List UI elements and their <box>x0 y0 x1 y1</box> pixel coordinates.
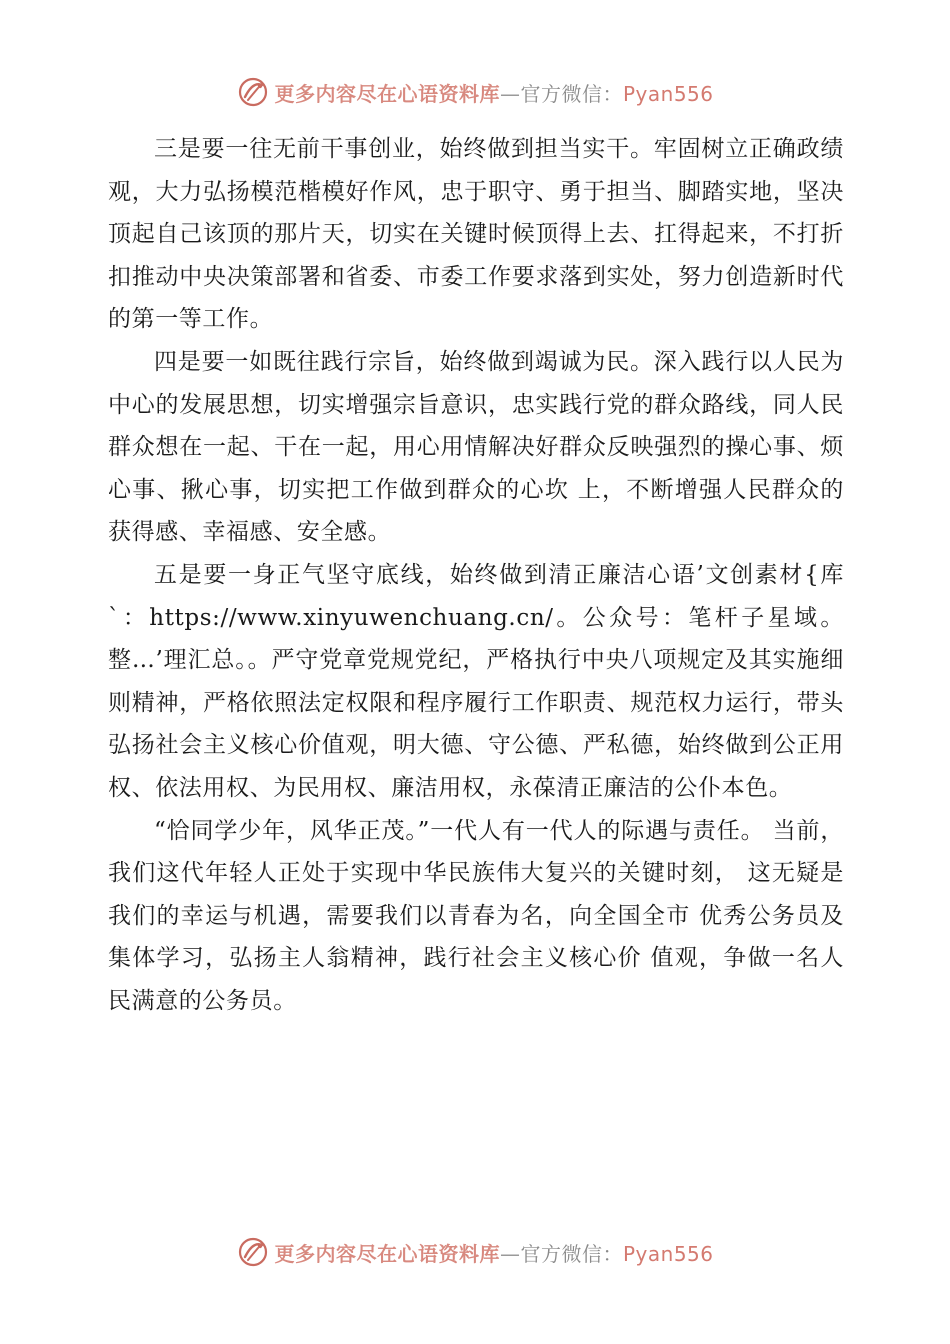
footer-wechat-label: 官方微信： <box>520 1241 623 1266</box>
footer-banner <box>0 1232 950 1272</box>
paragraph-2: 四是要一如既往践行宗旨，始终做到竭诚为民。深入践行以人民为中心的发展思想，切实增强宗旨意识，忠实践行党的群众路线，同人民群众想在一起、干在一起，用心用情解决好群众反映强烈的操心事、烦心事、揪心事，切实把工作做到群众的心坎 上，不断增强人民群众的获得感、幸福感、安全感。 <box>108 348 844 546</box>
paragraph-1: 三是要一往无前干事创业，始终做到担当实干。牢固树立正确政绩观，大力弘扬模范楷模好作风，忠于职守、勇于担当、脚踏实地，坚决顶起自己该顶的那片天，切实在关键时候顶得上去、扛得起来，不打折扣推动中央决策部署和省委、市委工作要求落到实处，努力创造新时代的第一等工作。 <box>108 136 844 333</box>
document-body <box>108 128 844 1022</box>
header-banner-text <box>274 78 713 107</box>
brand-logo-icon <box>236 75 270 109</box>
header-wechat-label: 官方微信： <box>520 81 623 106</box>
header-separator: — <box>499 81 521 106</box>
footer-separator: — <box>499 1241 521 1266</box>
footer-wechat-id: Pyan556 <box>622 1241 714 1266</box>
brand-logo-icon <box>236 1235 270 1269</box>
header-banner <box>0 72 950 112</box>
footer-banner-text <box>274 1238 713 1267</box>
paragraph-4: “恰同学少年，风华正茂。”一代人有一代人的际遇与责任。 当前，我们这代年轻人正处于实现中华民族伟大复兴的关键时刻， 这无疑是我们的幸运与机遇，需要我们以青春为名，向全国全市 优秀公务员及集体学习，弘扬主人翁精神，践行社会主义核心价 值观，争做一名人民满意的公务员。 <box>108 817 844 1014</box>
header-wechat-id: Pyan556 <box>622 81 714 106</box>
header-promo-text: 更多内容尽在心语资料库 <box>274 81 500 106</box>
paragraph-3: 五是要一身正气坚守底线，始终做到清正廉洁心语’文创素材{库`：https://www.xinyuwenchuang.cn/。公众号：笔杆子星域。整…’理汇总。。严守党章党规党纪，严格执行中央八项规定及其实施细则精神，严格依照法定权限和程序履行工作职责、规范权力运行，带头弘扬社会主义核心价值观，明大德、守公德、严私德，始终做到公正用权、依法用权、为民用权、廉洁用权，永葆清正廉洁的公仆本色。 <box>108 561 844 801</box>
footer-promo-text: 更多内容尽在心语资料库 <box>274 1241 500 1266</box>
